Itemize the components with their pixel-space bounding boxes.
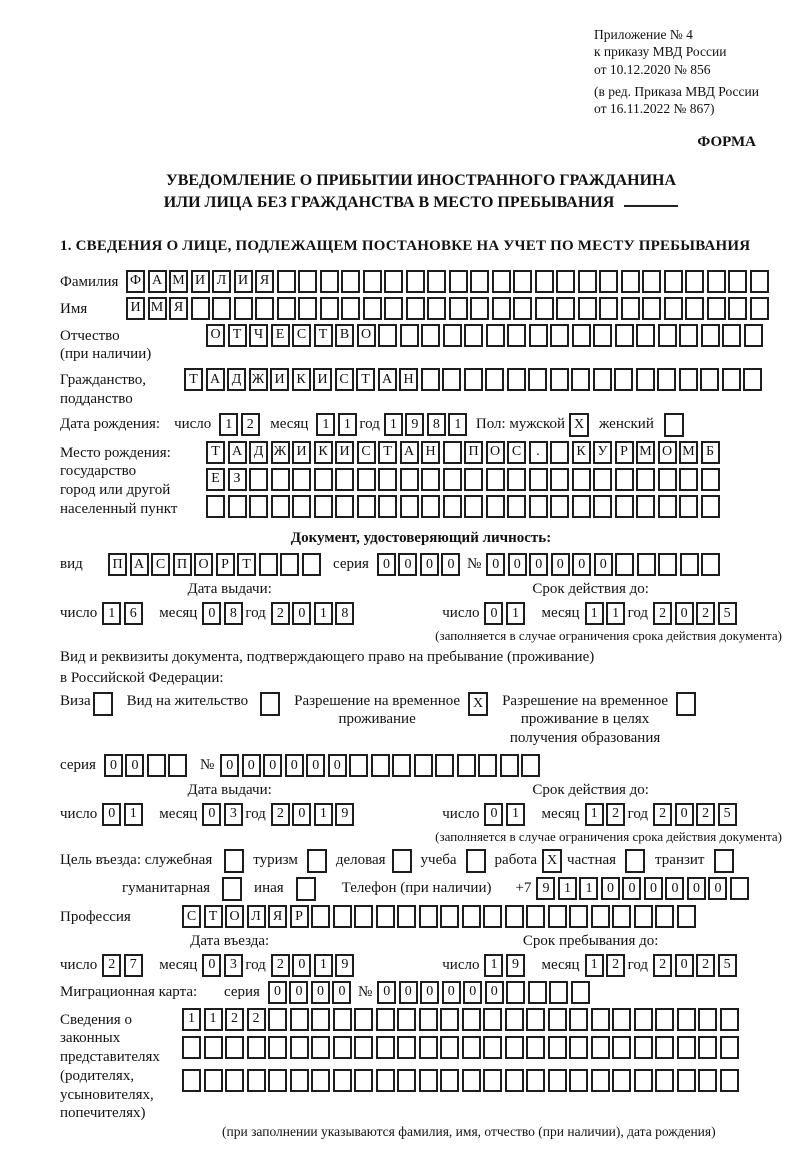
day-label: число — [442, 805, 480, 822]
mig-series-cells[interactable]: 0 0 0 0 — [268, 981, 354, 1004]
edition-line: (в ред. Приказа МВД России — [594, 83, 759, 99]
birth-month-cells[interactable]: 1 1 — [316, 413, 359, 436]
purpose-transit-checkbox[interactable] — [714, 849, 734, 873]
res-series-label: серия — [60, 756, 96, 773]
res-number-cells[interactable]: 0 0 0 0 0 0 — [220, 754, 543, 777]
form-label: ФОРМА — [697, 134, 756, 151]
temp-residence-edu-checkbox[interactable] — [676, 692, 696, 716]
migration-card-label: Миграционная карта: — [60, 983, 198, 1000]
residence-doc-text-line1: Вид и реквизиты документа, подтверждающего право на пребывание (проживание) — [60, 649, 595, 666]
surname-cells[interactable]: Ф А М И Л И Я — [126, 270, 771, 293]
residence-permit-checkbox[interactable] — [260, 692, 280, 716]
day-label: число — [60, 805, 98, 822]
month-label: месяц — [541, 805, 580, 822]
temp-residence-checkbox[interactable]: X — [468, 692, 488, 716]
mig-number-sign: № — [357, 983, 373, 1000]
day-label: число — [442, 604, 480, 621]
birth-month-label: месяц — [270, 416, 309, 433]
res-series-cells[interactable]: 0 0 — [104, 754, 190, 777]
res-issue-month-cells[interactable]: 0 3 — [202, 803, 245, 826]
purpose-business-checkbox[interactable] — [392, 849, 412, 873]
purpose-business-label: деловая — [335, 852, 386, 869]
birth-place-label: Место рождения: государство город или другой населенный пункт — [60, 444, 178, 517]
entry-year-cells[interactable]: 2 0 1 9 — [271, 954, 357, 977]
profession-label: Профессия — [60, 908, 131, 925]
year-label: год — [627, 805, 649, 822]
purpose-work-checkbox[interactable]: X — [542, 849, 562, 873]
mig-number-cells[interactable]: 0 0 0 0 0 0 — [377, 981, 592, 1004]
doc-issue-day-cells[interactable]: 1 6 — [102, 602, 145, 625]
day-label: число — [60, 604, 98, 621]
doc-valid-day-cells[interactable]: 0 1 — [484, 602, 527, 625]
doc-issue-year-cells[interactable]: 2 0 1 8 — [271, 602, 357, 625]
citizenship-cells[interactable]: Т А Д Ж И К И С Т А Н — [184, 368, 765, 391]
legal-reps-label: Сведения о законных представителях (родителях, усыновителях, попечителях) — [60, 1011, 160, 1122]
legal-reps-note: (при заполнении указываются фамилия, имя, отчество (при наличии), дата рождения) — [222, 1124, 716, 1140]
appendix-line: от 10.12.2020 № 856 — [594, 61, 711, 77]
name-label: Имя — [60, 300, 88, 317]
birth-day-cells[interactable]: 1 2 — [219, 413, 262, 436]
doc-issue-date-label: Дата выдачи: — [187, 581, 272, 598]
res-issue-day-cells[interactable]: 0 1 — [102, 803, 145, 826]
form-title-line1: УВЕДОМЛЕНИЕ О ПРИБЫТИИ ИНОСТРАННОГО ГРАЖДАНИНА — [165, 172, 677, 190]
stay-year-cells[interactable]: 2 0 2 5 — [653, 954, 739, 977]
phone-prefix: +7 — [515, 880, 532, 897]
month-label: месяц — [159, 604, 198, 621]
doc-series-label: серия — [333, 556, 369, 573]
edition-line: от 16.11.2022 № 867) — [594, 101, 715, 117]
mig-series-label: серия — [224, 983, 260, 1000]
legal-reps-cells-row1[interactable]: 1 1 2 2 — [182, 1008, 741, 1031]
purpose-tourism-checkbox[interactable] — [307, 849, 327, 873]
patronymic-label: Отчество (при наличии) — [60, 327, 152, 363]
month-label: месяц — [541, 956, 580, 973]
legal-reps-cells-row2[interactable] — [182, 1036, 741, 1059]
phone-label: Телефон (при наличии) — [341, 880, 492, 897]
doc-series-cells[interactable]: 0 0 0 0 — [377, 553, 463, 576]
sex-female-checkbox[interactable] — [664, 413, 684, 437]
res-valid-year-cells[interactable]: 2 0 2 5 — [653, 803, 739, 826]
month-label: месяц — [541, 604, 580, 621]
doc-type-cells[interactable]: П А С П О Р Т — [108, 553, 323, 576]
stay-day-cells[interactable]: 1 9 — [484, 954, 527, 977]
day-label: число — [60, 956, 98, 973]
phone-cells[interactable]: 9 1 1 0 0 0 0 0 0 — [536, 877, 751, 900]
sex-male-checkbox[interactable]: X — [569, 413, 589, 437]
sex-female-label: женский — [599, 416, 654, 433]
res-issue-year-cells[interactable]: 2 0 1 9 — [271, 803, 357, 826]
sex-male-label: Пол: мужской — [475, 416, 566, 433]
patronymic-cells[interactable]: О Т Ч Е С Т В О — [206, 324, 765, 347]
birth-place-cells-row3[interactable] — [206, 495, 722, 518]
visa-label: Виза — [60, 692, 91, 709]
purpose-other-label: иная — [254, 880, 284, 897]
profession-cells[interactable]: С Т О Л Я Р — [182, 905, 698, 928]
patronymic-note: (при наличии) — [60, 346, 152, 363]
birth-day-label: число — [174, 416, 212, 433]
doc-valid-until-label: Срок действия до: — [532, 581, 649, 598]
year-label: год — [627, 604, 649, 621]
res-number-sign: № — [199, 756, 215, 773]
purpose-official-checkbox[interactable] — [224, 849, 244, 873]
entry-day-cells[interactable]: 2 7 — [102, 954, 145, 977]
temp-residence-label: Разрешение на временное проживание — [294, 692, 461, 728]
doc-issue-month-cells[interactable]: 0 8 — [202, 602, 245, 625]
birth-place-cells-row1[interactable]: Т А Д Ж И К И С Т А Н П О С . К У Р М О М Б — [206, 441, 722, 464]
visa-checkbox[interactable] — [93, 692, 113, 716]
surname-label: Фамилия — [60, 273, 119, 290]
validity-note: (заполняется в случае ограничения срока действия документа) — [435, 828, 782, 844]
birth-date-label: Дата рождения: — [60, 416, 161, 433]
purpose-private-label: частная — [567, 852, 617, 869]
residence-permit-label: Вид на жительство — [126, 692, 249, 709]
purpose-other-checkbox[interactable] — [296, 877, 316, 901]
year-label: год — [245, 604, 266, 621]
purpose-study-label: учеба — [420, 852, 457, 869]
purpose-private-checkbox[interactable] — [625, 849, 645, 873]
birth-year-cells[interactable]: 1 9 8 1 — [384, 413, 470, 436]
name-cells[interactable]: И М Я — [126, 297, 771, 320]
res-valid-month-cells[interactable]: 1 2 — [585, 803, 628, 826]
res-valid-day-cells[interactable]: 0 1 — [484, 803, 527, 826]
stay-until-label: Срок пребывания до: — [522, 932, 659, 949]
res-issue-date-label: Дата выдачи: — [187, 781, 272, 798]
purpose-tourism-label: туризм — [253, 852, 298, 869]
doc-type-label: вид — [60, 556, 83, 573]
purpose-work-label: работа — [494, 852, 538, 869]
entry-purpose-label: Цель въезда: служебная — [60, 852, 213, 869]
form-title — [60, 170, 782, 215]
citizenship-label: Гражданство, подданство — [60, 372, 147, 407]
appendix-line: к приказу МВД России — [594, 44, 727, 60]
year-label: год — [245, 956, 266, 973]
appendix-line: Приложение № 4 — [594, 27, 693, 42]
purpose-transit-label: транзит — [655, 852, 705, 869]
year-label: год — [245, 805, 266, 822]
doc-number-cells[interactable]: 0 0 0 0 0 0 — [486, 553, 723, 576]
legal-reps-cells-row3[interactable] — [182, 1069, 741, 1092]
purpose-study-checkbox[interactable] — [466, 849, 486, 873]
day-label: число — [442, 956, 480, 973]
form-title-line2: ИЛИ ЛИЦА БЕЗ ГРАЖДАНСТВА В МЕСТО ПРЕБЫВАНИЯ — [163, 194, 615, 212]
title-blank-line — [624, 193, 678, 207]
entry-month-cells[interactable]: 0 3 — [202, 954, 245, 977]
stay-month-cells[interactable]: 1 2 — [585, 954, 628, 977]
purpose-humanitarian-checkbox[interactable] — [222, 877, 242, 901]
month-label: месяц — [159, 805, 198, 822]
doc-number-sign: № — [466, 556, 482, 573]
year-label: год — [627, 956, 649, 973]
doc-valid-month-cells[interactable]: 1 1 — [585, 602, 628, 625]
doc-valid-year-cells[interactable]: 2 0 2 5 — [653, 602, 739, 625]
birth-place-cells-row2[interactable]: Е З — [206, 468, 722, 491]
identity-doc-heading: Документ, удостоверяющий личность: — [290, 530, 552, 547]
validity-note: (заполняется в случае ограничения срока действия документа) — [435, 627, 782, 643]
section1-heading: 1. СВЕДЕНИЯ О ЛИЦЕ, ПОДЛЕЖАЩЕМ ПОСТАНОВКЕ НА УЧЕТ ПО МЕСТУ ПРЕБЫВАНИЯ — [60, 237, 751, 254]
month-label: месяц — [159, 956, 198, 973]
temp-residence-edu-label: Разрешение на временное проживание в целях получения образования — [502, 692, 669, 747]
residence-doc-text-line2: в Российской Федерации: — [60, 669, 224, 686]
purpose-humanitarian-label: гуманитарная — [122, 880, 211, 897]
res-valid-until-label: Срок действия до: — [532, 781, 649, 798]
appendix-block — [60, 26, 782, 117]
birth-year-label: год — [359, 416, 380, 433]
entry-date-label: Дата въезда: — [190, 932, 270, 949]
